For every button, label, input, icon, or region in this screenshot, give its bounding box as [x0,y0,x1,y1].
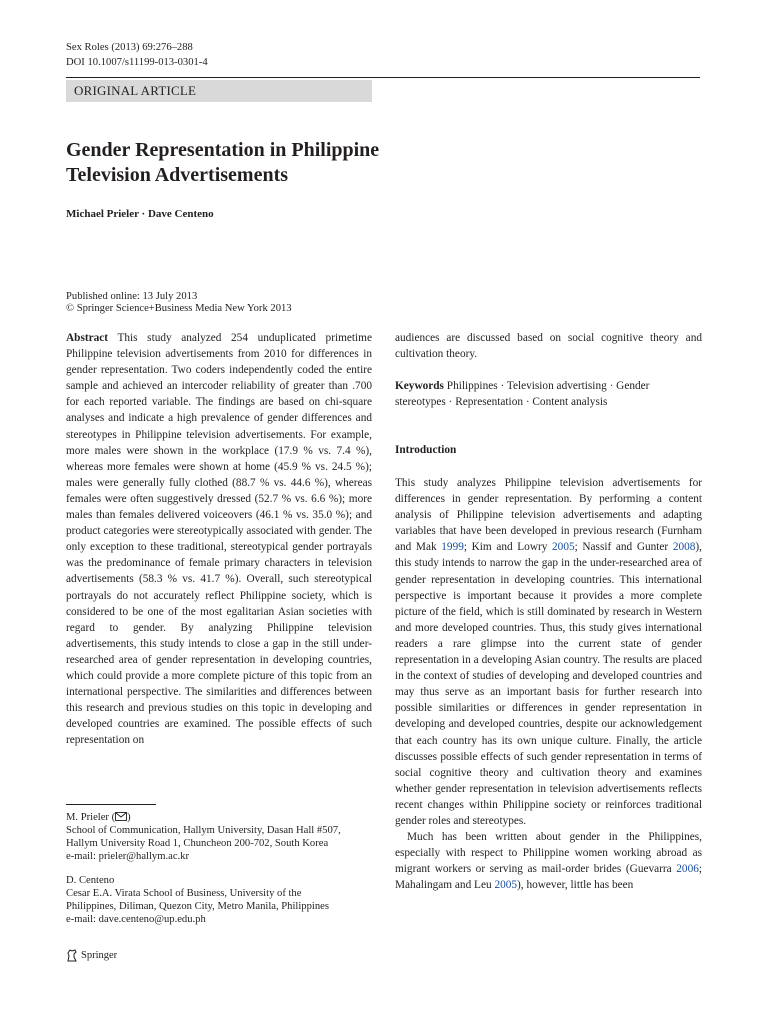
copyright-line: © Springer Science+Business Media New York 2013 [66,303,292,314]
published-date: Published online: 13 July 2013 [66,291,198,302]
introduction-body [395,475,702,893]
header-rule [66,77,700,78]
affiliation-1-line-1: School of Communication, Hallym University, Dasan Hall #507, [66,825,341,836]
doi[interactable]: DOI 10.1007/s11199-013-0301-4 [66,57,208,68]
citation-link[interactable]: 2008 [672,541,696,554]
citation-link[interactable]: 2005 [552,541,575,554]
title-line-1: Gender Representation in Philippine [66,139,380,161]
keywords-text: Philippines · Television advertising · Gender stereotypes · Representation · Content analysis [395,380,650,409]
publisher-footer [66,949,117,962]
publisher-name: Springer [81,950,118,961]
title-line-2: Television Advertisements [66,164,289,186]
citation-link[interactable]: 2006 [676,863,699,876]
affiliation-2-email[interactable]: e-mail: dave.centeno@up.edu.ph [66,914,206,925]
affiliation-1-email[interactable]: e-mail: prieler@hallym.ac.kr [66,851,189,862]
article-type-banner: ORIGINAL ARTICLE [66,80,372,102]
abstract-label: Abstract [66,332,109,344]
keywords [395,378,702,410]
introduction-paragraph-2: Much has been written about gender in the Philippines, especially with respect to Philippine women working abroad as migrant workers or serving as mail-order brides (Guevarra 2006; Mahalingam and Leu 2005), however, little has been [395,831,702,892]
author-list: Michael Prieler · Dave Centeno [66,208,214,220]
introduction-heading: Introduction [395,444,457,456]
abstract [66,330,372,748]
abstract-text: This study analyzed 254 unduplicated primetime Philippine television advertisements from 2010 for differences in gender representation. Two coders independently coded the entire sample and achieved an intercoder reliability of greater than .700 for each reported variable. The findings are based on chi-square analyses and indicate a high prevalence of gender differences and stereotypes in Philippine television advertisements. For example, more males were shown in the workplace (17.9 % vs. 7.4 %), whereas more females were shown at home (45.9 % vs. 24.5 %); males were generally fully clothed (88.7 % vs. 44.6 %), whereas females were often suggestively dressed (52.7 % vs. 6.6 %); more males than females delivered voiceovers (46.1 % vs. 35.0 %); and product categories were stereotypically associated with gender. The only exception to these traditional, stereotypical gender portrayals was the predominance of female primary characters in television advertisements (58.3 % vs. 41.7 %). Overall, such stereotypical portrayals do not accurately reflect Philippine society, which is considered to be one of the most egalitarian Asian societies with regard to gender. By analyzing Philippine television advertisements, this study intends to close a gap in the still under-researched area of gender representation in developing countries, which could provide a more complete picture of this topic from an international perspective. The similarities and differences between this research and previous studies on this topic in developing and developed countries are examined. The possible effects of such representation on [66,332,372,747]
abstract-continuation: audiences are discussed based on social cognitive theory and cultivation theory. [395,332,702,361]
footnote-rule [66,804,156,805]
affiliation-2-name: D. Centeno [66,875,115,886]
affiliation-1-line-2: Hallym University Road 1, Chuncheon 200-702, South Korea [66,838,329,849]
journal-reference: Sex Roles (2013) 69:276–288 [66,42,193,53]
citation-link[interactable]: 1999 [441,541,464,554]
affiliation-2-line-2: Philippines, Diliman, Quezon City, Metro Manila, Philippines [66,901,329,912]
springer-horse-icon [66,949,78,962]
citation-link[interactable]: 2005 [494,879,518,892]
affiliation-2-line-1: Cesar E.A. Virata School of Business, University of the [66,888,302,899]
keywords-label: Keywords [395,380,444,392]
envelope-icon [115,812,127,821]
affiliations [66,811,372,926]
affiliation-1-name: M. Prieler ( ) [66,812,131,823]
introduction-paragraph-1: This study analyzes Philippine television advertisements for differences in gender representation. By performing a content analysis of Philippine television advertisements and adapting variables that have been developed in previous research (Furnham and Mak 1999; Kim and Lowry 2005; Nassif and Gunter 2008), this study intends to narrow the gap in the under-researched area of gender representation in developing countries. This international perspective is important because it provides a more complete picture of the field, which is still dominated by research in Western and more developed countries. Thus, this study gives international readers a rare glimpse into the current state of gender representation in a developing Asian country. The results are placed in the context of studies of developing and developed countries and may thus serve as an important basis for further research into possible similarities or differences in gender representation in developing and developed countries, despite our acknowledgement that each country has its own unique culture. Finally, the article discusses possible effects of such gender representation in terms of social cognitive theory and cultivation theory and examines whether gender representation in television advertisements reflects recent changes within Philippine society or reinforces traditional gender roles and stereotypes. [395,477,703,827]
article-title [66,138,486,188]
